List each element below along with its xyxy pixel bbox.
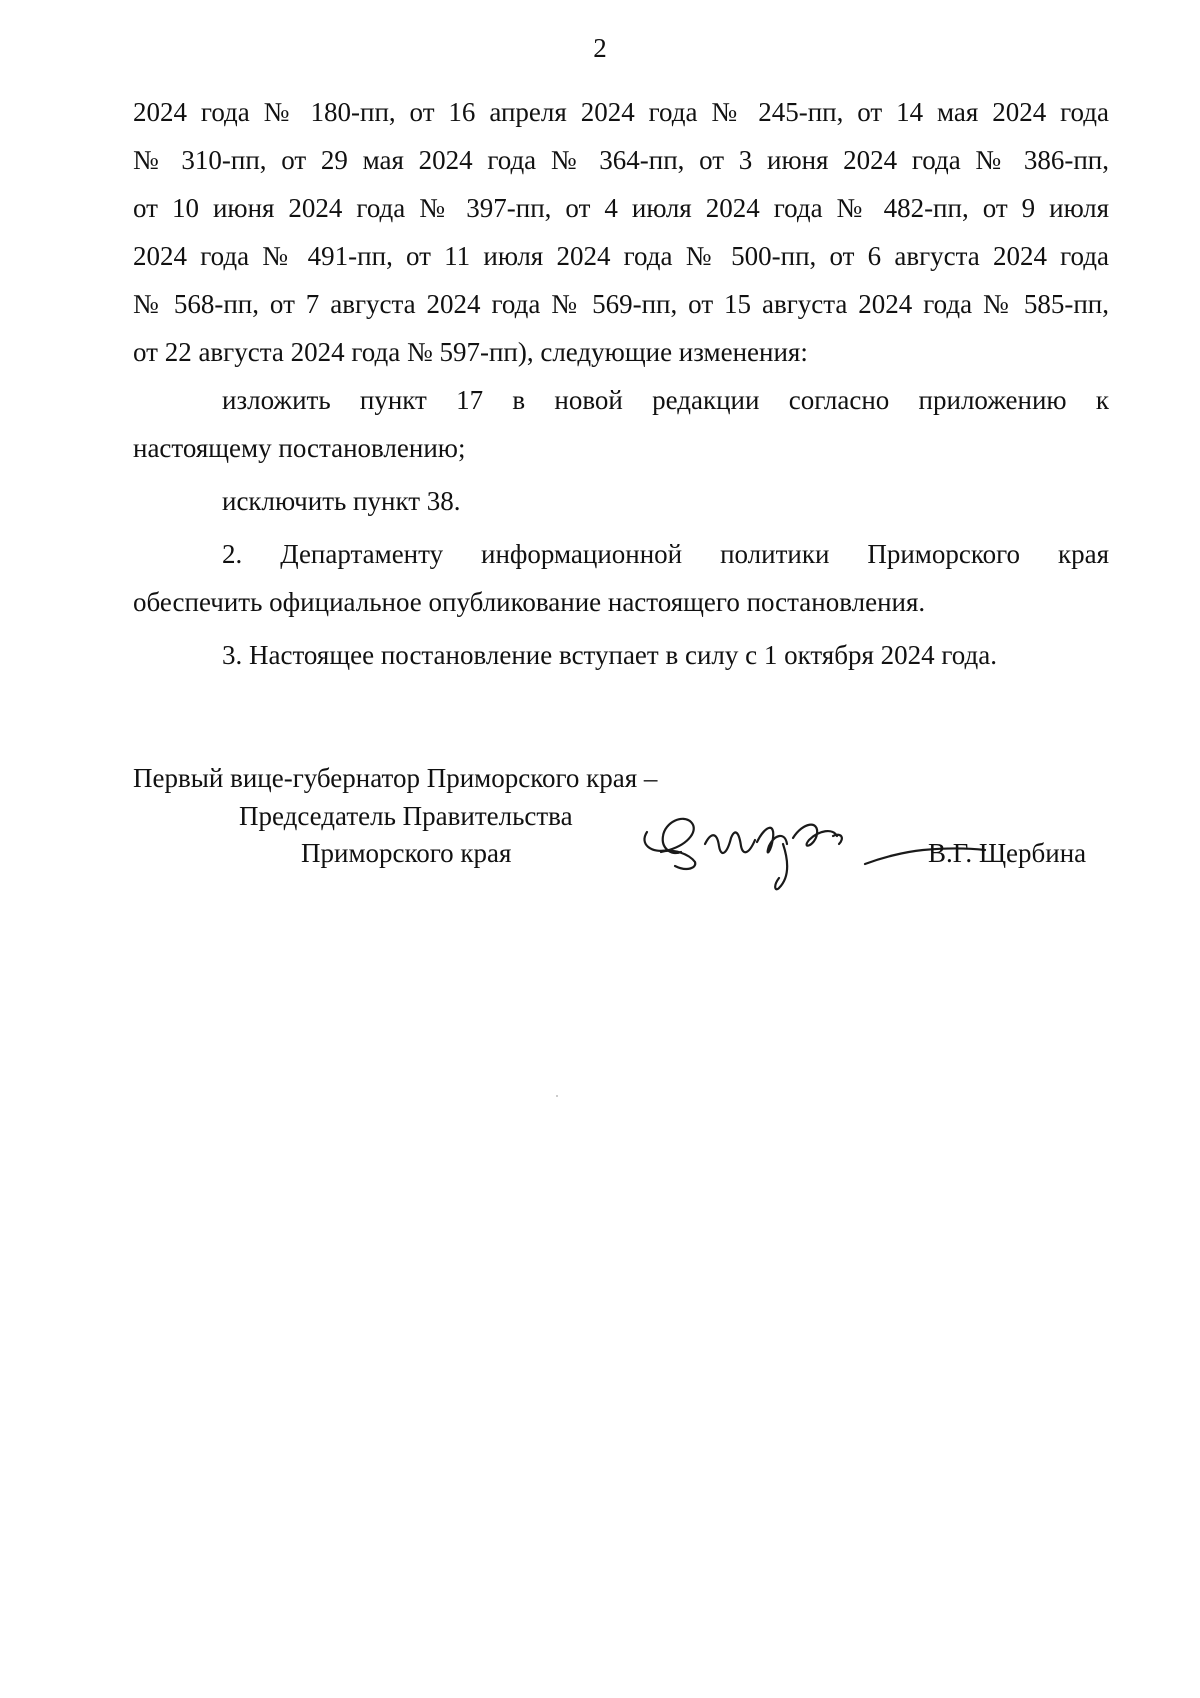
signatory-title-line: Первый вице-губернатор Приморского края – xyxy=(133,763,658,793)
body-line: № 310-пп, от 29 мая 2024 года № 364-пп, от 3 июня 2024 года № 386-пп, xyxy=(133,145,1109,175)
amendment-item-continuation: настоящему постановлению; xyxy=(133,433,466,463)
body-line: № 568-пп, от 7 августа 2024 года № 569-пп, от 15 августа 2024 года № 585-пп, xyxy=(133,289,1109,319)
body-line: 2024 года № 491-пп, от 11 июля 2024 года № 500-пп, от 6 августа 2024 года xyxy=(133,241,1109,271)
body-line: от 22 августа 2024 года № 597-пп), следующие изменения: xyxy=(133,337,808,367)
numbered-paragraph: 3. Настоящее постановление вступает в силу с 1 октября 2024 года. xyxy=(222,640,997,670)
body-line: 2024 года № 180-пп, от 16 апреля 2024 года № 245-пп, от 14 мая 2024 года xyxy=(133,97,1109,127)
amendment-item: исключить пункт 38. xyxy=(222,486,461,516)
document-body xyxy=(133,88,1109,679)
signatory-title-line: Председатель Правительства xyxy=(239,801,573,831)
body-line: от 10 июня 2024 года № 397-пп, от 4 июля 2024 года № 482-пп, от 9 июля xyxy=(133,193,1109,223)
signature-block xyxy=(133,762,1133,902)
scan-speck xyxy=(556,1095,558,1097)
page-number: 2 xyxy=(593,33,607,63)
signatory-name: В.Г. Щербина xyxy=(928,838,1087,868)
signatory-title-line: Приморского края xyxy=(301,838,512,868)
numbered-paragraph-continuation: обеспечить официальное опубликование настоящего постановления. xyxy=(133,587,926,617)
numbered-paragraph: 2. Департаменту информационной политики Приморского края xyxy=(222,539,1109,569)
amendment-item: изложить пункт 17 в новой редакции согласно приложению к xyxy=(222,385,1109,415)
